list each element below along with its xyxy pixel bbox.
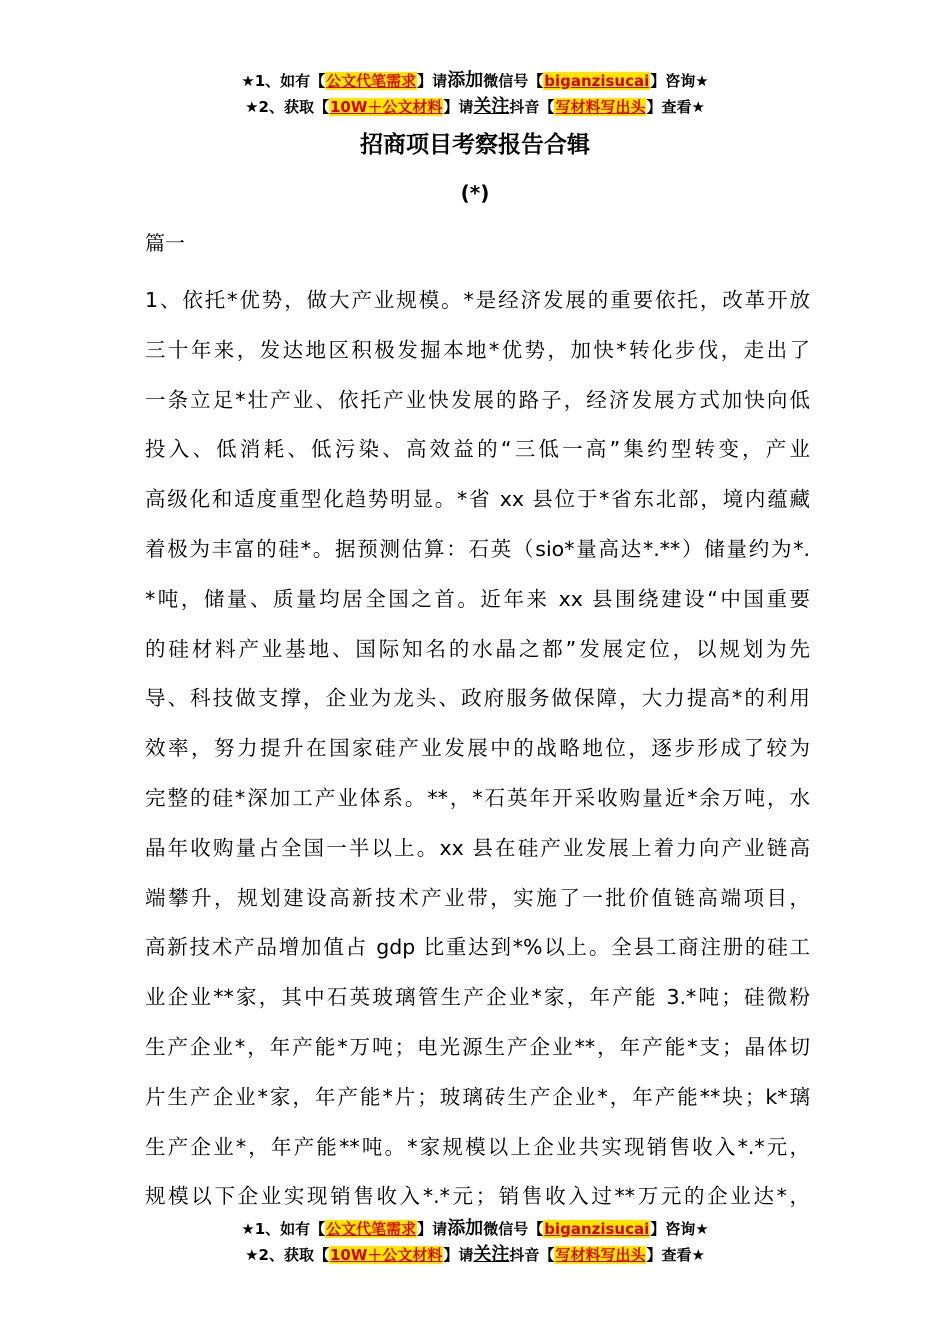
- paragraph-line: 1、依托*优势，做大产业规模。*是经济发展的重要依托，改革开放: [145, 288, 810, 312]
- paragraph-line: 导、科技做支撑，企业为龙头、政府服务做保障，大力提高*的利用: [145, 686, 810, 711]
- paragraph-line: 着极为丰富的硅*。据预测估算：石英（sio*量高达*.**）储量约为*.: [145, 536, 810, 561]
- promo-2-suffix: 】查看★: [646, 1246, 705, 1264]
- paragraph-line: 生产企业*，年产能*万吨；电光源生产企业**，年产能*支；晶体切: [145, 1034, 810, 1059]
- paragraph-line: 一条立足*壮产业、依托产业快发展的路子，经济发展方式加快向低: [145, 387, 810, 412]
- promo-1-highlight-wechat: biganzisucai: [544, 72, 650, 90]
- promo-line-2: [0, 94, 950, 120]
- section-heading: 篇一: [145, 231, 185, 255]
- promo-2-text-2: 抖音【: [509, 98, 555, 116]
- promo-1-text: 】请: [417, 72, 448, 90]
- promo-2-prefix: ★2、获取【: [245, 1246, 329, 1264]
- promo-1-highlight-service: 公文代笔需求: [326, 1220, 417, 1238]
- promo-1-text: 】请: [417, 1220, 448, 1238]
- promo-1-emphasis: 添加: [447, 70, 484, 91]
- paragraph-line: *吨，储量、质量均居全国之首。近年来 xx 县围绕建设“中国重要: [145, 586, 810, 611]
- promo-2-text: 】请: [443, 1246, 474, 1264]
- promo-2-suffix: 】查看★: [646, 98, 705, 116]
- paragraph-line: 业企业**家，其中石英玻璃管生产企业*家，年产能 3.*吨；硅微粉: [145, 985, 810, 1010]
- paragraph-line: 高级化和适度重型化趋势明显。*省 xx 县位于*省东北部，境内蕴藏: [145, 487, 810, 512]
- body-paragraph: [145, 276, 810, 1222]
- promo-1-suffix: 】咨询★: [650, 1220, 709, 1238]
- promo-1-suffix: 】咨询★: [650, 72, 709, 90]
- paragraph-line: 效率，努力提升在国家硅产业发展中的战略地位，逐步形成了较为: [145, 736, 810, 761]
- promo-2-highlight-douyin: 写材料写出头: [555, 98, 646, 116]
- promo-2-highlight-materials: 10W＋公文材料: [329, 98, 443, 116]
- paragraph-line: 完整的硅*深加工产业体系。**，*石英年开采收购量近*余万吨，水: [145, 785, 810, 810]
- promo-2-highlight-douyin: 写材料写出头: [555, 1246, 646, 1264]
- promo-1-prefix: ★1、如有【: [241, 72, 326, 90]
- document-subtitle: (*): [460, 181, 490, 205]
- paragraph-line: 片生产企业*家，年产能*片；玻璃砖生产企业*，年产能**块；k*璃: [145, 1084, 810, 1109]
- promo-1-highlight-service: 公文代笔需求: [326, 72, 417, 90]
- promo-1-emphasis: 添加: [447, 1218, 484, 1239]
- promo-line-1: [0, 68, 950, 94]
- promo-2-emphasis: 关注: [473, 96, 510, 117]
- promo-line-1: [0, 1216, 950, 1242]
- paragraph-line: 投入、低消耗、低污染、高效益的“三低一高”集约型转变，产业: [145, 437, 810, 462]
- promo-1-text-2: 微信号【: [483, 72, 544, 90]
- paragraph-line: 规模以下企业实现销售收入*.*元；销售收入过**万元的企业达*，: [145, 1184, 810, 1209]
- promo-2-prefix: ★2、获取【: [245, 98, 329, 116]
- promo-2-highlight-materials: 10W＋公文材料: [329, 1246, 443, 1264]
- paragraph-line: 晶年收购量占全国一半以上。xx 县在硅产业发展上着力向产业链高: [145, 835, 810, 860]
- paragraph-line: 高新技术产品增加值占 gdp 比重达到*%以上。全县工商注册的硅工: [145, 935, 810, 960]
- promo-1-text-2: 微信号【: [483, 1220, 544, 1238]
- promo-1-prefix: ★1、如有【: [241, 1220, 326, 1238]
- promo-2-emphasis: 关注: [473, 1244, 510, 1265]
- promo-line-2: [0, 1242, 950, 1268]
- paragraph-line: 的硅材料产业基地、国际知名的水晶之都”发展定位，以规划为先: [145, 636, 810, 661]
- paragraph-line: 端攀升，规划建设高新技术产业带，实施了一批价值链高端项目，: [145, 885, 810, 910]
- promo-2-text-2: 抖音【: [509, 1246, 555, 1264]
- document-title: 招商项目考察报告合辑: [360, 132, 590, 158]
- promo-1-highlight-wechat: biganzisucai: [544, 1220, 650, 1238]
- paragraph-line: 三十年来，发达地区积极发掘本地*优势，加快*转化步伐，走出了: [145, 337, 810, 362]
- footer-promo-banner: [0, 1216, 950, 1268]
- paragraph-line: 生产企业*，年产能**吨。*家规模以上企业共实现销售收入*.*元，: [145, 1134, 810, 1159]
- promo-2-text: 】请: [443, 98, 474, 116]
- header-promo-banner: [0, 68, 950, 120]
